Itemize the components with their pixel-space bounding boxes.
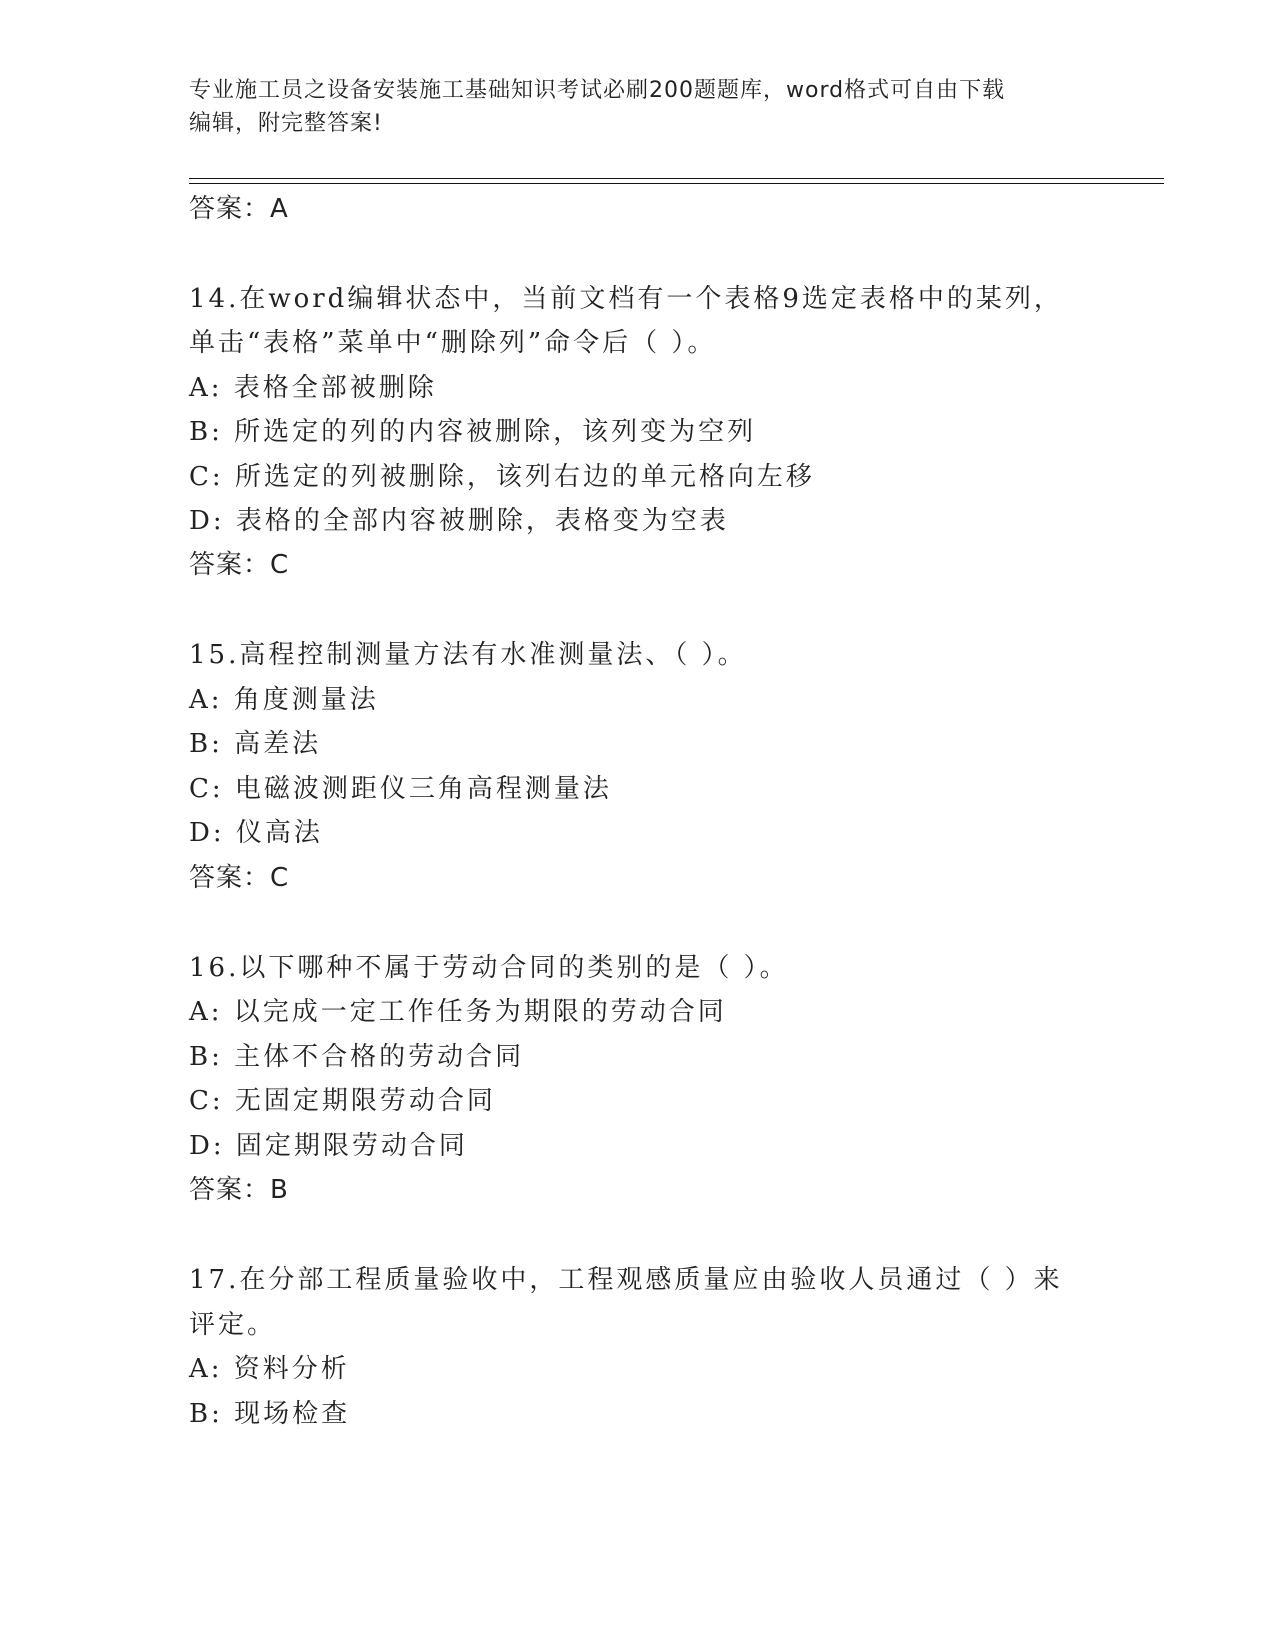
question-17-option-b: B: 现场检查 [189,1399,351,1429]
question-14-stem-line-1: 14.在word编辑状态中，当前文档有一个表格9选定表格中的某列， [189,284,1063,314]
question-17-stem-line-1: 17.在分部工程质量验收中，工程观感质量应由验收人员通过（ ）来 [189,1265,1063,1295]
question-15-option-c: C: 电磁波测距仪三角高程测量法 [189,774,612,804]
question-17-stem-line-2: 评定。 [189,1310,277,1340]
question-16-stem-line-1: 16.以下哪种不属于劳动合同的类别的是（ ）。 [189,953,789,983]
answer-13: 答案：A [189,194,289,224]
question-14-option-c: C: 所选定的列被删除，该列右边的单元格向左移 [189,462,815,492]
question-14-answer: 答案：C [189,550,290,580]
header-rule-top [189,178,1164,179]
question-14-stem-line-2: 单击“表格”菜单中“删除列”命令后（ ）。 [189,328,717,358]
question-14-option-b: B: 所选定的列的内容被删除，该列变为空列 [189,417,757,447]
question-15-stem-line-1: 15.高程控制测量方法有水准测量法、（ ）。 [189,640,747,670]
question-15-option-d: D: 仪高法 [189,818,323,848]
question-14-option-d: D: 表格的全部内容被删除，表格变为空表 [189,506,729,536]
question-16-option-a: A: 以完成一定工作任务为期限的劳动合同 [189,997,727,1027]
header-title-line-2: 编辑，附完整答案! [189,111,383,136]
question-16-answer: 答案：B [189,1175,289,1205]
question-15-answer: 答案：C [189,863,290,893]
question-16-option-c: C: 无固定期限劳动合同 [189,1086,496,1116]
header-title-line-1: 专业施工员之设备安装施工基础知识考试必刷200题题库，word格式可自由下载 [189,78,1006,103]
question-15-option-a: A: 角度测量法 [189,685,379,715]
question-17-option-a: A: 资料分析 [189,1354,350,1384]
document-header [189,74,1089,140]
question-15-option-b: B: 高差法 [189,729,322,759]
question-14-option-a: A: 表格全部被删除 [189,373,437,403]
question-16-option-b: B: 主体不合格的劳动合同 [189,1042,525,1072]
question-16-option-d: D: 固定期限劳动合同 [189,1131,468,1161]
header-rule-bottom [189,183,1164,184]
